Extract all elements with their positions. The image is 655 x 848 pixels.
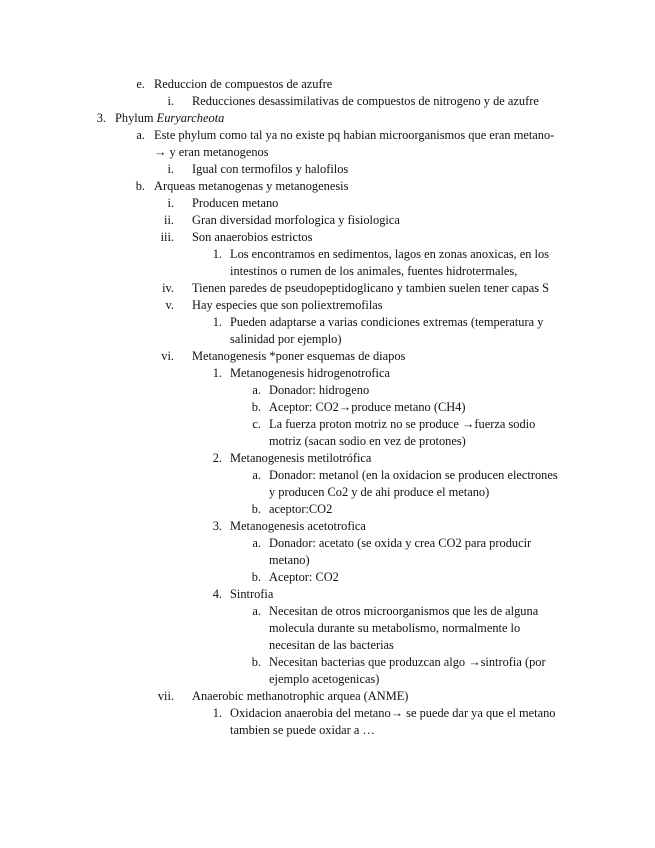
list-marker: a. [252,604,261,618]
list-text: molecula durante su metabolismo, normalmente lo [269,621,521,635]
list-text: Donador: acetato (se oxida y crea CO2 para producir [269,536,532,550]
list-text: Necesitan bacterias que produzcan algo →sintrofia (por [269,655,546,669]
list-text: necesitan de las bacterias [269,638,394,652]
list-text: aceptor:CO2 [269,502,333,516]
list-marker: e. [136,77,145,91]
list-text: Reducciones desassimilativas de compuestos de nitrogeno y de azufre [192,94,539,108]
list-text: Gran diversidad morfologica y fisiologica [192,213,400,227]
list-text: Aceptor: CO2→produce metano (CH4) [269,400,466,414]
list-marker: 1. [212,315,222,329]
list-text: Metanogenesis metilotrófica [230,451,372,465]
list-text: motriz (sacan sodio en vez de protones) [269,434,466,448]
list-text: Este phylum como tal ya no existe pq habian microorganismos que eran metano- [154,128,555,142]
list-marker: a. [252,536,261,550]
list-text: Metanogenesis hidrogenotrofica [230,366,390,380]
phylum-name: Euryarcheota [156,111,225,125]
list-text: Donador: metanol (en la oxidacion se producen electrones [269,468,558,482]
list-text [115,110,224,127]
list-text: Son anaerobios estrictos [192,230,313,244]
list-text: tambien se puede oxidar a … [230,723,375,737]
list-marker: a. [252,383,261,397]
list-text: La fuerza proton motriz no se produce →fuerza sodio [269,417,536,431]
list-marker: vi. [161,349,174,363]
phylum-label: Phylum [115,111,157,125]
list-text: Oxidacion anaerobia del metano→ se puede dar ya que el metano [230,706,556,720]
list-marker: vii. [157,689,174,703]
list-marker: 2. [212,451,222,465]
list-text: y producen Co2 y de ahi produce el metano) [269,485,490,499]
list-marker: c. [252,417,261,431]
list-text: Tienen paredes de pseudopeptidoglicano y tambien suelen tener capas S [192,281,550,295]
list-marker: b. [135,179,145,193]
list-marker: 3. [212,519,222,533]
list-text: Donador: hidrogeno [269,383,370,397]
list-marker: v. [165,298,174,312]
list-marker: iii. [160,230,174,244]
list-marker: 3. [96,111,106,125]
list-marker: b. [251,655,261,669]
list-marker: i. [167,162,174,176]
list-marker: 1. [212,366,222,380]
list-marker: i. [167,196,174,210]
list-marker: 4. [212,587,222,601]
list-text: Pueden adaptarse a varias condiciones extremas (temperatura y [230,315,544,329]
list-marker: i. [167,94,174,108]
list-text: intestinos o rumen de los animales, fuentes hidrotermales, [230,264,518,278]
list-text: Reduccion de compuestos de azufre [154,77,333,91]
list-marker: a. [252,468,261,482]
list-text: Metanogenesis acetotrofica [230,519,366,533]
list-text: Igual con termofilos y halofilos [192,162,349,176]
list-text: Anaerobic methanotrophic arquea (ANME) [192,689,409,703]
list-marker: a. [136,128,145,142]
list-text: salinidad por ejemplo) [230,332,342,346]
list-marker: 1. [212,706,222,720]
list-marker: iv. [162,281,174,295]
list-text: Hay especies que son poliextremofilas [192,298,383,312]
list-marker: b. [251,400,261,414]
list-text: → y eran metanogenos [154,145,269,159]
list-marker: b. [251,502,261,516]
list-text: ejemplo acetogenicas) [269,672,380,686]
list-text: Sintrofia [230,587,274,601]
list-text: Los encontramos en sedimentos, lagos en zonas anoxicas, en los [230,247,549,261]
list-text: Arqueas metanogenas y metanogenesis [154,179,349,193]
list-text: metano) [269,553,310,567]
list-marker: b. [251,570,261,584]
list-text: Necesitan de otros microorganismos que les de alguna [269,604,539,618]
list-marker: 1. [212,247,222,261]
list-text: Producen metano [192,196,279,210]
list-text: Aceptor: CO2 [269,570,339,584]
list-text: Metanogenesis *poner esquemas de diapos [192,349,406,363]
list-marker: ii. [164,213,174,227]
